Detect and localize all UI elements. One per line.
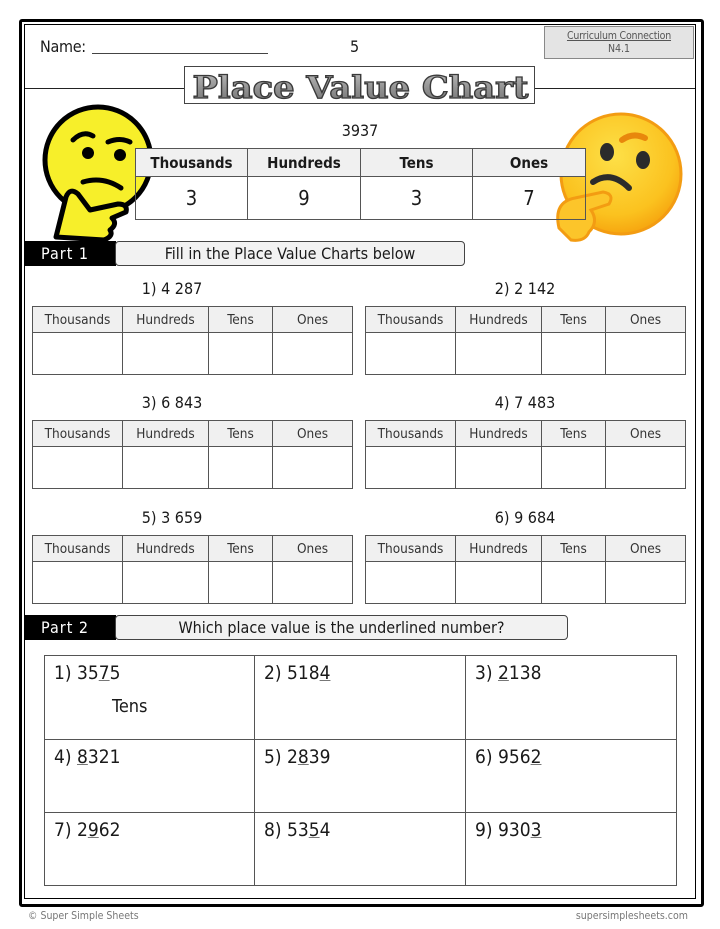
part1-label: Part 1: [25, 241, 116, 266]
table-header: Tens: [209, 307, 273, 333]
answer-cell-tens[interactable]: [209, 333, 273, 375]
underlined-digit: 4: [319, 662, 331, 684]
part2-question: 3) 2138: [475, 662, 542, 684]
table-header: Thousands: [366, 421, 456, 447]
answer-cell-ones[interactable]: [273, 562, 353, 604]
table-header: Ones: [606, 536, 686, 562]
answer-cell-ones[interactable]: [606, 447, 686, 489]
question-5-label: 5) 3 659: [141, 508, 203, 527]
value-ones: 7: [473, 177, 586, 220]
table-header: Thousands: [33, 536, 123, 562]
part2-label: Part 2: [25, 615, 116, 640]
copyright-text: © Super Simple Sheets: [28, 910, 139, 922]
part2-question: 4) 8321: [54, 746, 121, 768]
answer-cell-tens[interactable]: [209, 562, 273, 604]
table-header: Tens: [542, 536, 606, 562]
table-header: Tens: [542, 421, 606, 447]
curriculum-code: N4.1: [607, 43, 631, 55]
part2-question: 6) 9562: [475, 746, 542, 768]
underlined-digit: 2: [530, 746, 542, 768]
answer-cell-tens[interactable]: [542, 447, 606, 489]
part2-cell[interactable]: [45, 813, 255, 886]
place-value-table-4: [365, 420, 686, 489]
part2-question: 2) 5184: [264, 662, 331, 684]
part2-cell[interactable]: [255, 656, 466, 740]
answer-cell-thousands[interactable]: [33, 333, 123, 375]
table-header: Ones: [606, 307, 686, 333]
underlined-digit: 8: [297, 746, 309, 768]
place-value-table-6: [365, 535, 686, 604]
header-tens: Tens: [361, 149, 473, 177]
place-value-table-5: [32, 535, 353, 604]
question-6-label: 6) 9 684: [494, 508, 556, 527]
part2-question: 8) 5354: [264, 819, 331, 841]
answer-cell-thousands[interactable]: [33, 562, 123, 604]
answer-cell-hundreds[interactable]: [123, 447, 209, 489]
answer-cell-ones[interactable]: [606, 562, 686, 604]
answer-cell-ones[interactable]: [273, 447, 353, 489]
page-title-text: Place Value Chart: [192, 70, 530, 105]
underlined-digit: 3: [530, 819, 542, 841]
question-4-label: 4) 7 483: [494, 393, 556, 412]
answer-cell-hundreds[interactable]: [123, 562, 209, 604]
answer-cell-hundreds[interactable]: [456, 562, 542, 604]
underlined-digit: 9: [87, 819, 99, 841]
part2-cell[interactable]: [466, 656, 677, 740]
value-tens: 3: [361, 177, 473, 220]
place-value-table-2: [365, 306, 686, 375]
table-header: Thousands: [33, 307, 123, 333]
table-header: Thousands: [366, 536, 456, 562]
answer-cell-thousands[interactable]: [33, 447, 123, 489]
table-header: Hundreds: [123, 307, 209, 333]
table-header: Hundreds: [456, 307, 542, 333]
table-header: Hundreds: [123, 536, 209, 562]
part2-question: 9) 9303: [475, 819, 542, 841]
table-header: Hundreds: [456, 421, 542, 447]
part2-question: 1) 3575: [54, 662, 121, 684]
example-number: 3937: [341, 121, 379, 140]
answer-cell-ones[interactable]: [273, 333, 353, 375]
part2-cell[interactable]: [466, 740, 677, 813]
curriculum-connection-box: [544, 26, 694, 59]
table-header: Tens: [542, 307, 606, 333]
curriculum-title: Curriculum Connection: [566, 30, 672, 42]
header-ones: Ones: [473, 149, 586, 177]
part2-answer: Tens: [112, 696, 148, 717]
answer-cell-hundreds[interactable]: [123, 333, 209, 375]
table-header: Ones: [273, 421, 353, 447]
table-header: Ones: [606, 421, 686, 447]
example-place-value-table: [135, 148, 586, 220]
part1-instruction: Fill in the Place Value Charts below: [115, 241, 465, 266]
place-value-table-1: [32, 306, 353, 375]
answer-cell-hundreds[interactable]: [456, 447, 542, 489]
part2-cell[interactable]: [466, 813, 677, 886]
part2-instruction: Which place value is the underlined number?: [115, 615, 568, 640]
answer-cell-ones[interactable]: [606, 333, 686, 375]
header-thousands: Thousands: [136, 149, 248, 177]
answer-cell-tens[interactable]: [209, 447, 273, 489]
table-header: Thousands: [366, 307, 456, 333]
page-title: [184, 66, 535, 104]
page-number: 5: [350, 37, 360, 56]
part2-cell[interactable]: [255, 740, 466, 813]
answer-cell-thousands[interactable]: [366, 562, 456, 604]
table-header: Tens: [209, 421, 273, 447]
part2-cell[interactable]: [45, 656, 255, 740]
answer-cell-thousands[interactable]: [366, 333, 456, 375]
underlined-digit: 8: [76, 746, 88, 768]
answer-cell-tens[interactable]: [542, 333, 606, 375]
table-header: Ones: [273, 307, 353, 333]
website-link[interactable]: supersimplesheets.com: [575, 910, 688, 922]
underlined-digit: 7: [98, 662, 110, 684]
name-label: Name:: [40, 37, 86, 56]
value-thousands: 3: [136, 177, 248, 220]
table-header: Tens: [209, 536, 273, 562]
answer-cell-tens[interactable]: [542, 562, 606, 604]
header-hundreds: Hundreds: [248, 149, 361, 177]
part2-cell[interactable]: [255, 813, 466, 886]
table-header: Hundreds: [123, 421, 209, 447]
part2-cell[interactable]: [45, 740, 255, 813]
question-3-label: 3) 6 843: [141, 393, 203, 412]
question-1-label: 1) 4 287: [141, 279, 203, 298]
part2-question: 7) 2962: [54, 819, 121, 841]
table-header: Thousands: [33, 421, 123, 447]
answer-cell-hundreds[interactable]: [456, 333, 542, 375]
table-header: Hundreds: [456, 536, 542, 562]
place-value-table-3: [32, 420, 353, 489]
table-header: Ones: [273, 536, 353, 562]
name-field[interactable]: [92, 53, 268, 54]
question-2-label: 2) 2 142: [494, 279, 556, 298]
value-hundreds: 9: [248, 177, 361, 220]
part2-question: 5) 2839: [264, 746, 331, 768]
answer-cell-thousands[interactable]: [366, 447, 456, 489]
part2-question-grid: [44, 655, 677, 886]
underlined-digit: 2: [497, 662, 509, 684]
underlined-digit: 5: [308, 819, 320, 841]
